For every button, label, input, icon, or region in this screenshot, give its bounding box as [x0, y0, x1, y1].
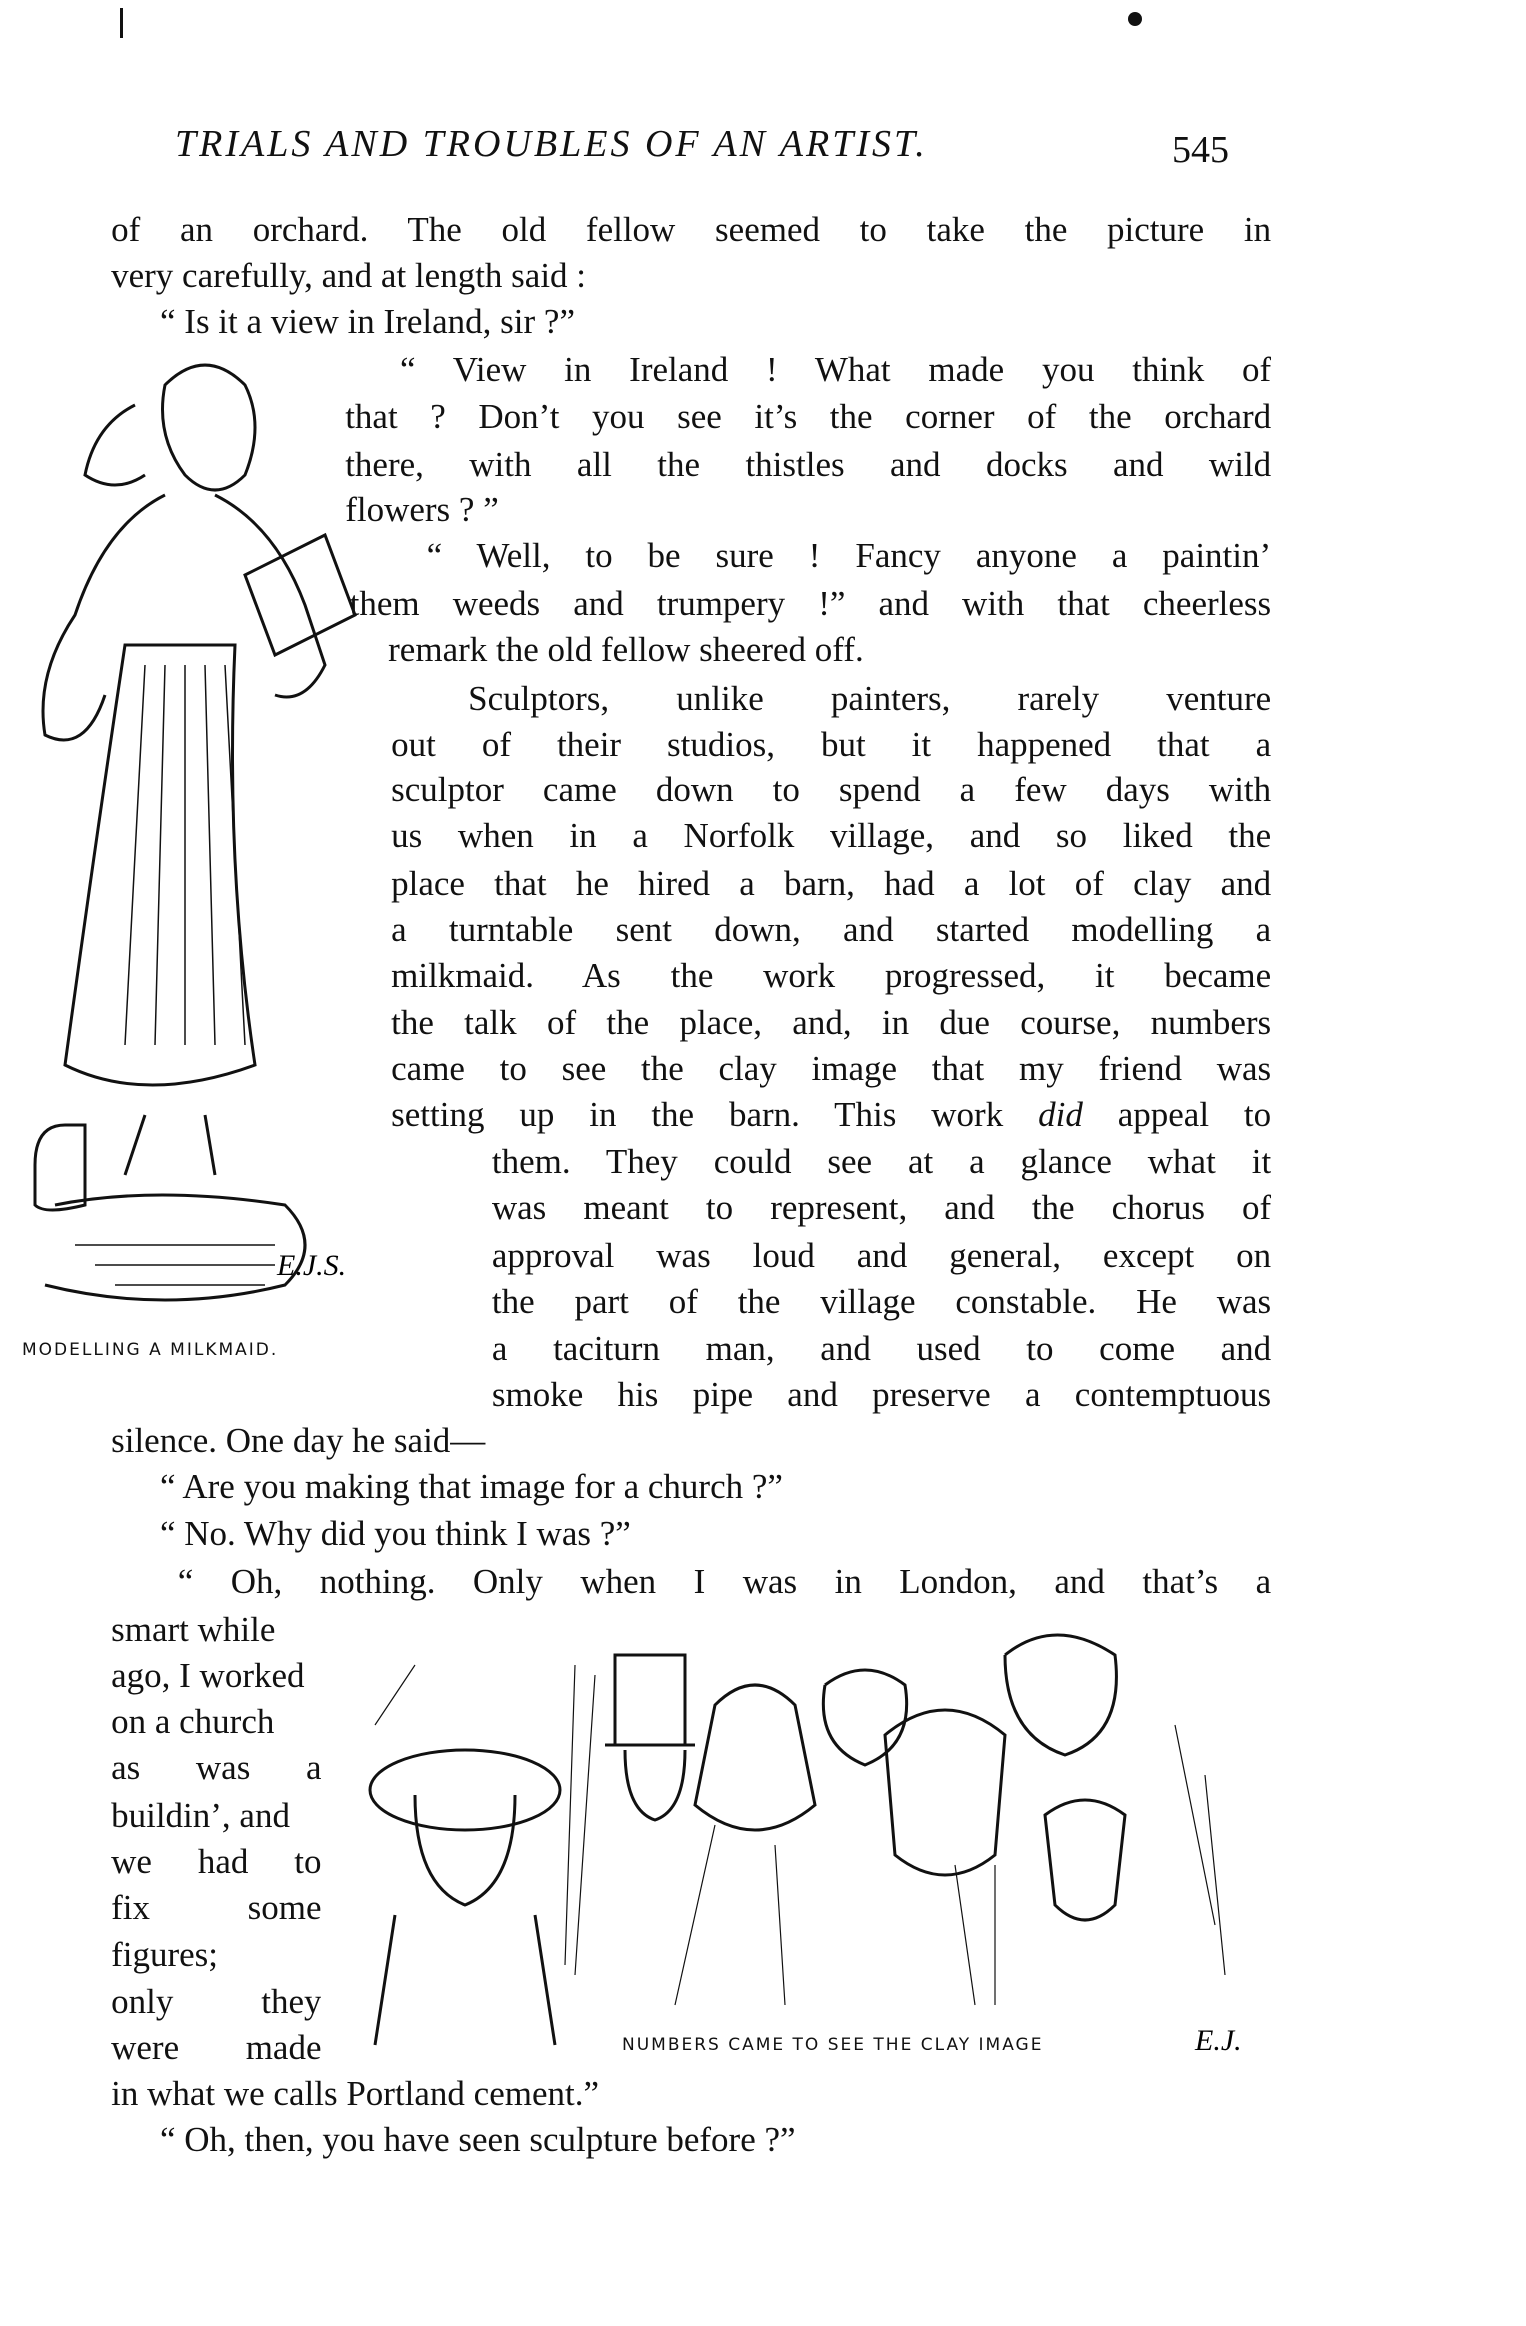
text-line: remark the old fellow sheered off.: [388, 629, 864, 669]
text-line: out of their studios, but it happened that a: [391, 724, 1272, 764]
text-line: was meant to represent, and the chorus of: [491, 1188, 1272, 1228]
text-line: “ Are you making that image for a church ?”: [160, 1466, 783, 1506]
text-line: as was a: [111, 1748, 322, 1788]
text-line: the talk of the place, and, in due course, numbers: [391, 1003, 1272, 1043]
text-line: figures;: [111, 1934, 219, 1974]
text-line: approval was loud and general, except on: [491, 1235, 1272, 1275]
text-line: silence. One day he said—: [111, 1420, 486, 1460]
text-line: sculptor came down to spend a few days with: [391, 770, 1272, 810]
text-line: flowers ? ”: [345, 490, 499, 530]
text-segment: setting up in the barn. This work: [391, 1094, 1039, 1134]
text-line: “ View in Ireland ! What made you think of: [400, 349, 1272, 389]
text-line: the part of the village constable. He was: [491, 1281, 1272, 1321]
text-line: place that he hired a barn, had a lot of clay and: [391, 863, 1272, 903]
text-line: us when in a Norfolk village, and so liked the: [391, 816, 1272, 856]
text-line: a turntable sent down, and started modelling a: [391, 909, 1272, 949]
text-line: were made: [111, 2028, 322, 2068]
text-line: “ Well, to be sure ! Fancy anyone a paintin’: [426, 536, 1272, 576]
text-line: in what we calls Portland cement.”: [111, 2074, 600, 2114]
text-line: ago, I worked: [111, 1656, 305, 1696]
text-line: “ Oh, nothing. Only when I was in London, and that’s a: [177, 1561, 1272, 1601]
running-header: TRIALS AND TROUBLES OF AN ARTIST.: [175, 123, 928, 165]
text-line: them. They could see at a glance what it: [491, 1142, 1272, 1182]
text-line: smart while: [111, 1610, 276, 1650]
text-line: only they: [111, 1982, 322, 2022]
text-line: them weeds and trumpery !” and with that cheerless: [349, 583, 1272, 623]
milkmaid-signature: E.J.S.: [277, 1249, 347, 1282]
text-line: “ Is it a view in Ireland, sir ?”: [160, 302, 575, 342]
crowd-illustration: [355, 1625, 1250, 2055]
text-line: [391, 1092, 1271, 1138]
page-number: 545: [1172, 129, 1229, 171]
crowd-signature: E.J.: [1195, 2024, 1242, 2055]
scan-dot: [1128, 12, 1142, 26]
text-line: smoke his pipe and preserve a contemptuous: [491, 1374, 1272, 1414]
text-line: that ? Don’t you see it’s the corner of the orchard: [345, 397, 1272, 437]
text-line: we had to: [111, 1841, 322, 1881]
text-line: “ Oh, then, you have seen sculpture before ?”: [160, 2120, 796, 2160]
text-line: of an orchard. The old fellow seemed to take the picture in: [111, 210, 1272, 250]
text-line: on a church: [111, 1702, 275, 1742]
scan-mark: [120, 8, 123, 38]
text-line: there, with all the thistles and docks and wild: [345, 444, 1272, 484]
milkmaid-illustration: [15, 345, 385, 1335]
text-line: very carefully, and at length said :: [111, 256, 587, 296]
crowd-caption: NUMBERS CAME TO SEE THE CLAY IMAGE: [622, 2035, 1044, 2055]
milkmaid-caption: MODELLING A MILKMAID.: [22, 1340, 279, 1360]
text-line: came to see the clay image that my friend was: [391, 1048, 1272, 1088]
text-segment: did: [1038, 1094, 1083, 1134]
text-segment: appeal to: [1117, 1094, 1272, 1134]
text-line: fix some: [111, 1887, 322, 1927]
text-line: milkmaid. As the work progressed, it became: [391, 955, 1272, 995]
text-line: a taciturn man, and used to come and: [491, 1328, 1272, 1368]
text-line: Sculptors, unlike painters, rarely venture: [468, 678, 1272, 718]
text-line: buildin’, and: [111, 1795, 290, 1835]
text-line: “ No. Why did you think I was ?”: [160, 1514, 631, 1554]
